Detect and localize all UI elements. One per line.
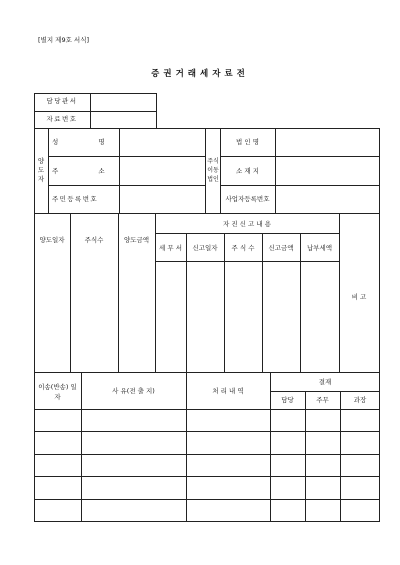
- page-title: 증권거래세자료전: [151, 69, 249, 79]
- corporation-label: 주식이동법인: [207, 158, 219, 183]
- col-report-date: 신고일자: [192, 244, 218, 252]
- col-report-amount: 신고금액: [268, 244, 294, 252]
- col-transfer-date: 양도일자: [39, 236, 65, 244]
- data-number-value[interactable]: [92, 116, 154, 126]
- col-shares: 주식수: [84, 236, 104, 244]
- form-number: [별지 제9호 서식]: [38, 36, 90, 44]
- data-number-label: 자료번호: [46, 115, 78, 123]
- office-value[interactable]: [92, 98, 154, 108]
- approval-label: 결재: [318, 378, 332, 386]
- transferor-rrn-label: 주민등록번호: [52, 195, 99, 203]
- transferor-address-label: 주 소: [52, 167, 105, 175]
- col-tax-office: 세 무 서: [159, 244, 182, 252]
- corporation-location-label: 소 재 지: [236, 167, 259, 175]
- self-report-header: 자 진 신 고 내 용: [222, 220, 271, 228]
- col-processing: 처 리 내 역: [212, 387, 244, 395]
- transferor-name-label: 성 명: [52, 138, 105, 146]
- col-reason: 사 유(전 출 지): [112, 387, 155, 395]
- office-label: 담당관서: [46, 97, 78, 105]
- transferor-label: 양도자: [37, 157, 45, 183]
- approval-col-chief: 주무: [316, 396, 329, 404]
- col-report-shares: 주 식 수: [231, 244, 255, 252]
- col-transfer-amount: 양도금액: [123, 236, 150, 244]
- corporation-brn-label: 사업자등록번호: [225, 195, 270, 203]
- approval-col-staff: 담당: [281, 396, 294, 404]
- col-transfer-log-date: 이송(반송) 일 자: [38, 383, 77, 401]
- corporation-name-label: 법 인 명: [236, 138, 259, 146]
- remarks-label: 비 고: [351, 293, 367, 301]
- approval-col-head: 과장: [353, 396, 367, 404]
- col-tax-paid: 납부세액: [306, 244, 333, 252]
